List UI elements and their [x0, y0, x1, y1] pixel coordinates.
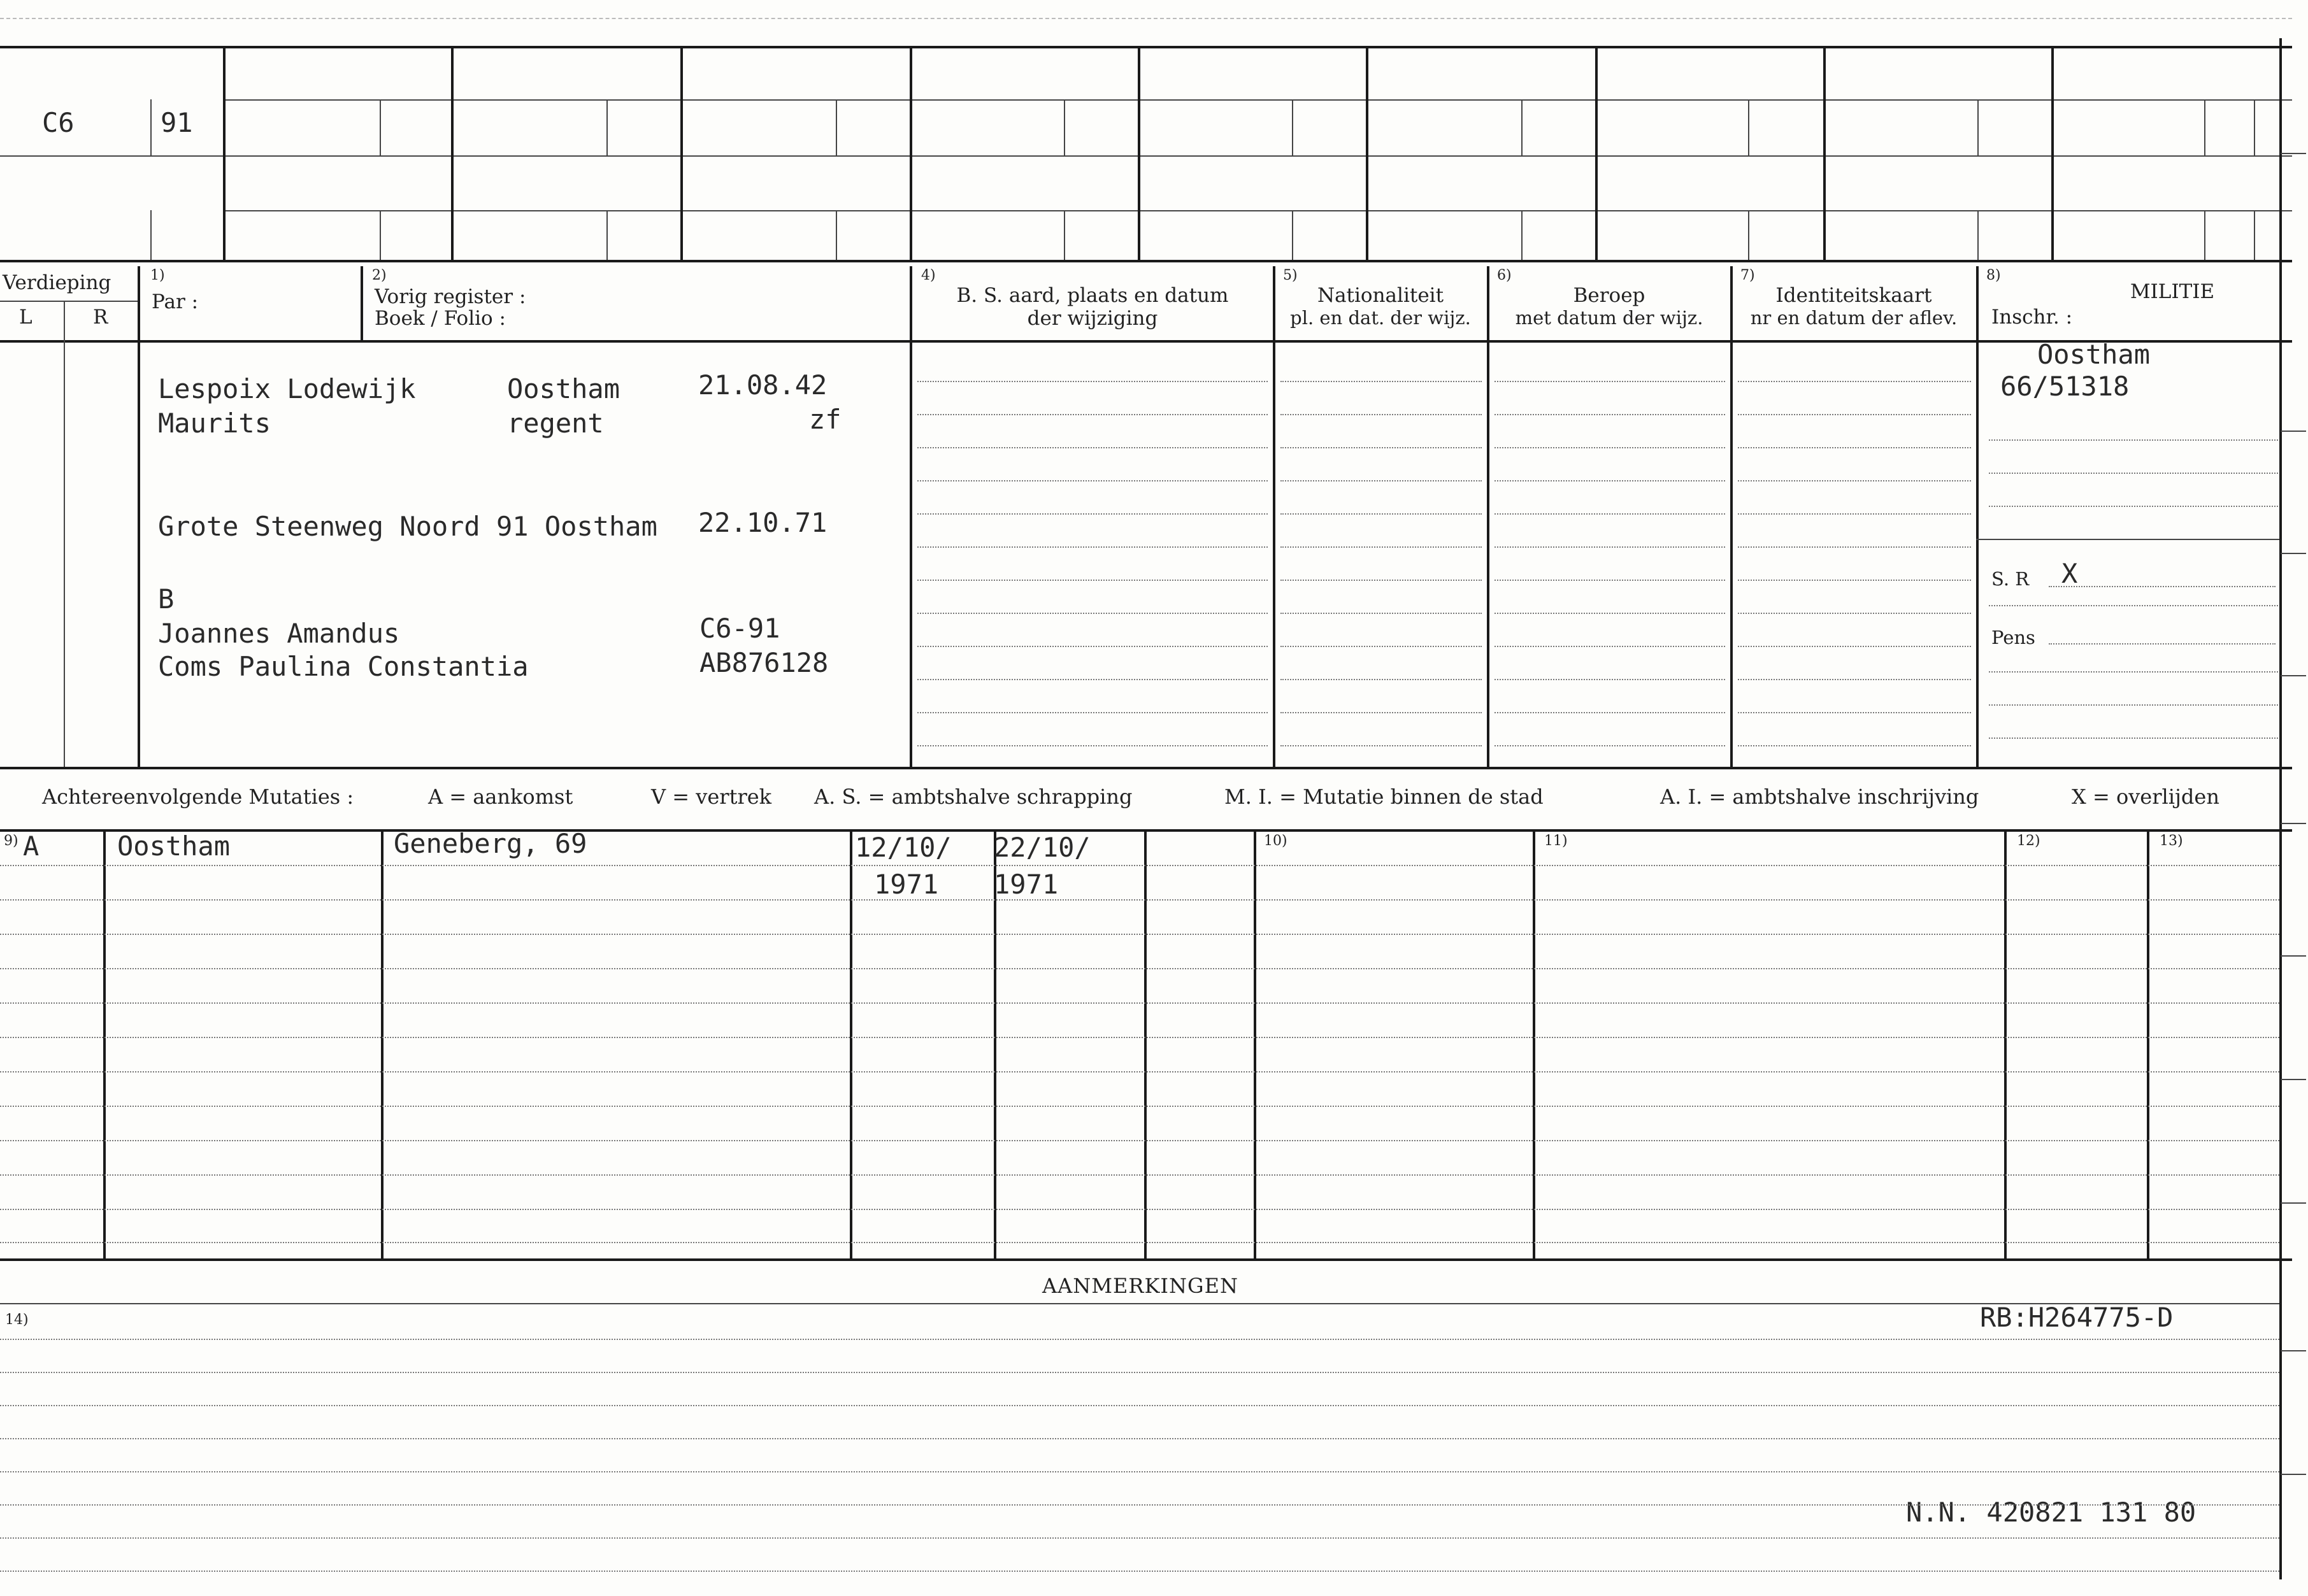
mut-col9-num: 9) [4, 833, 18, 849]
top-code: C6 [42, 107, 75, 138]
person-address: Grote Steenweg Noord 91 Oostham [158, 511, 657, 542]
legend-title: Achtereenvolgende Mutaties : [42, 785, 354, 809]
mut-col11-num: 11) [1544, 833, 1568, 849]
mut-col12-num: 12) [2017, 833, 2040, 849]
header-bs-line1: B. S. aard, plaats en datum [956, 284, 1229, 307]
legend-a: A = aankomst [428, 785, 573, 809]
militie-sr-value: X [2061, 558, 2078, 589]
mut-date2-a: 22/10/ [994, 832, 1091, 863]
top-number: 91 [161, 107, 193, 138]
person-id-number: AB876128 [699, 647, 829, 678]
header-r: R [93, 306, 108, 329]
header-inschr: Inschr. : [1991, 306, 2073, 329]
person-status: zf [809, 404, 842, 435]
person-name: Lespoix Lodewijk [158, 373, 416, 404]
header-par: Par : [152, 290, 199, 313]
header-bs-line2: der wijziging [1027, 307, 1158, 330]
header-nationaliteit: Nationaliteit [1317, 284, 1444, 307]
person-first-name: Maurits [158, 408, 271, 439]
person-parent2: Coms Paulina Constantia [158, 651, 529, 682]
header-6-num: 6) [1497, 267, 1512, 283]
header-7-num: 7) [1740, 267, 1755, 283]
mut-address: Geneberg, 69 [394, 828, 587, 859]
militie-number: 66/51318 [2000, 371, 2130, 402]
aanmerkingen-top-line [0, 1303, 2279, 1304]
header-2-num: 2) [372, 267, 387, 283]
scan-line [0, 18, 2292, 19]
header-beroep-sub: met datum der wijz. [1515, 307, 1703, 329]
header-beroep: Beroep [1573, 284, 1645, 307]
header-8-num: 8) [1986, 267, 2001, 283]
header-nationaliteit-sub: pl. en dat. der wijz. [1290, 307, 1471, 329]
mut-place: Oostham [117, 830, 231, 862]
mut-col10-num: 10) [1264, 833, 1287, 849]
header-verdieping: Verdieping [3, 271, 111, 294]
header-militie: MILITIE [2130, 280, 2215, 303]
person-address-date: 22.10.71 [698, 507, 828, 538]
militie-sr-label: S. R [1991, 568, 2030, 590]
legend-mi: M. I. = Mutatie binnen de stad [1224, 785, 1544, 809]
header-1-num: 1) [150, 267, 165, 283]
header-vorig-register: Vorig register : [375, 285, 526, 308]
header-5-num: 5) [1283, 267, 1298, 283]
person-ref: C6-91 [699, 613, 780, 644]
person-parent1: Joannes Amandus [158, 618, 400, 649]
aanmerkingen-nn: N.N. 420821 131 80 [1906, 1497, 2197, 1528]
person-birthplace: Oostham [507, 373, 620, 404]
legend-ai: A. I. = ambtshalve inschrijving [1660, 785, 1979, 809]
aanmerkingen-num: 14) [5, 1312, 29, 1328]
person-category: B [158, 583, 175, 615]
mut-date2-b: 1971 [994, 869, 1059, 900]
mut-col13-num: 13) [2160, 833, 2183, 849]
mut-date1-b: 1971 [874, 869, 939, 900]
militie-pens-label: Pens [1991, 627, 2035, 648]
legend-as: A. S. = ambtshalve schrapping [814, 785, 1133, 809]
header-boek-folio: Boek / Folio : [375, 307, 506, 330]
person-profession: regent [507, 408, 604, 439]
mut-date1-a: 12/10/ [855, 832, 952, 863]
mut-type: A [23, 830, 39, 862]
body-bottom-line [0, 767, 2292, 769]
militie-place: Oostham [2037, 339, 2151, 370]
aanmerkingen-rb: RB:H264775-D [1980, 1302, 2174, 1333]
header-identiteitskaart: Identiteitskaart [1775, 284, 1932, 307]
header-l: L [19, 306, 32, 329]
person-birthdate: 21.08.42 [698, 369, 828, 401]
legend-x: X = overlijden [2072, 785, 2219, 809]
legend-v: V = vertrek [651, 785, 772, 809]
header-identiteitskaart-sub: nr en datum der aflev. [1750, 307, 1958, 329]
header-4-num: 4) [921, 267, 936, 283]
aanmerkingen-title: AANMERKINGEN [1042, 1274, 1238, 1298]
